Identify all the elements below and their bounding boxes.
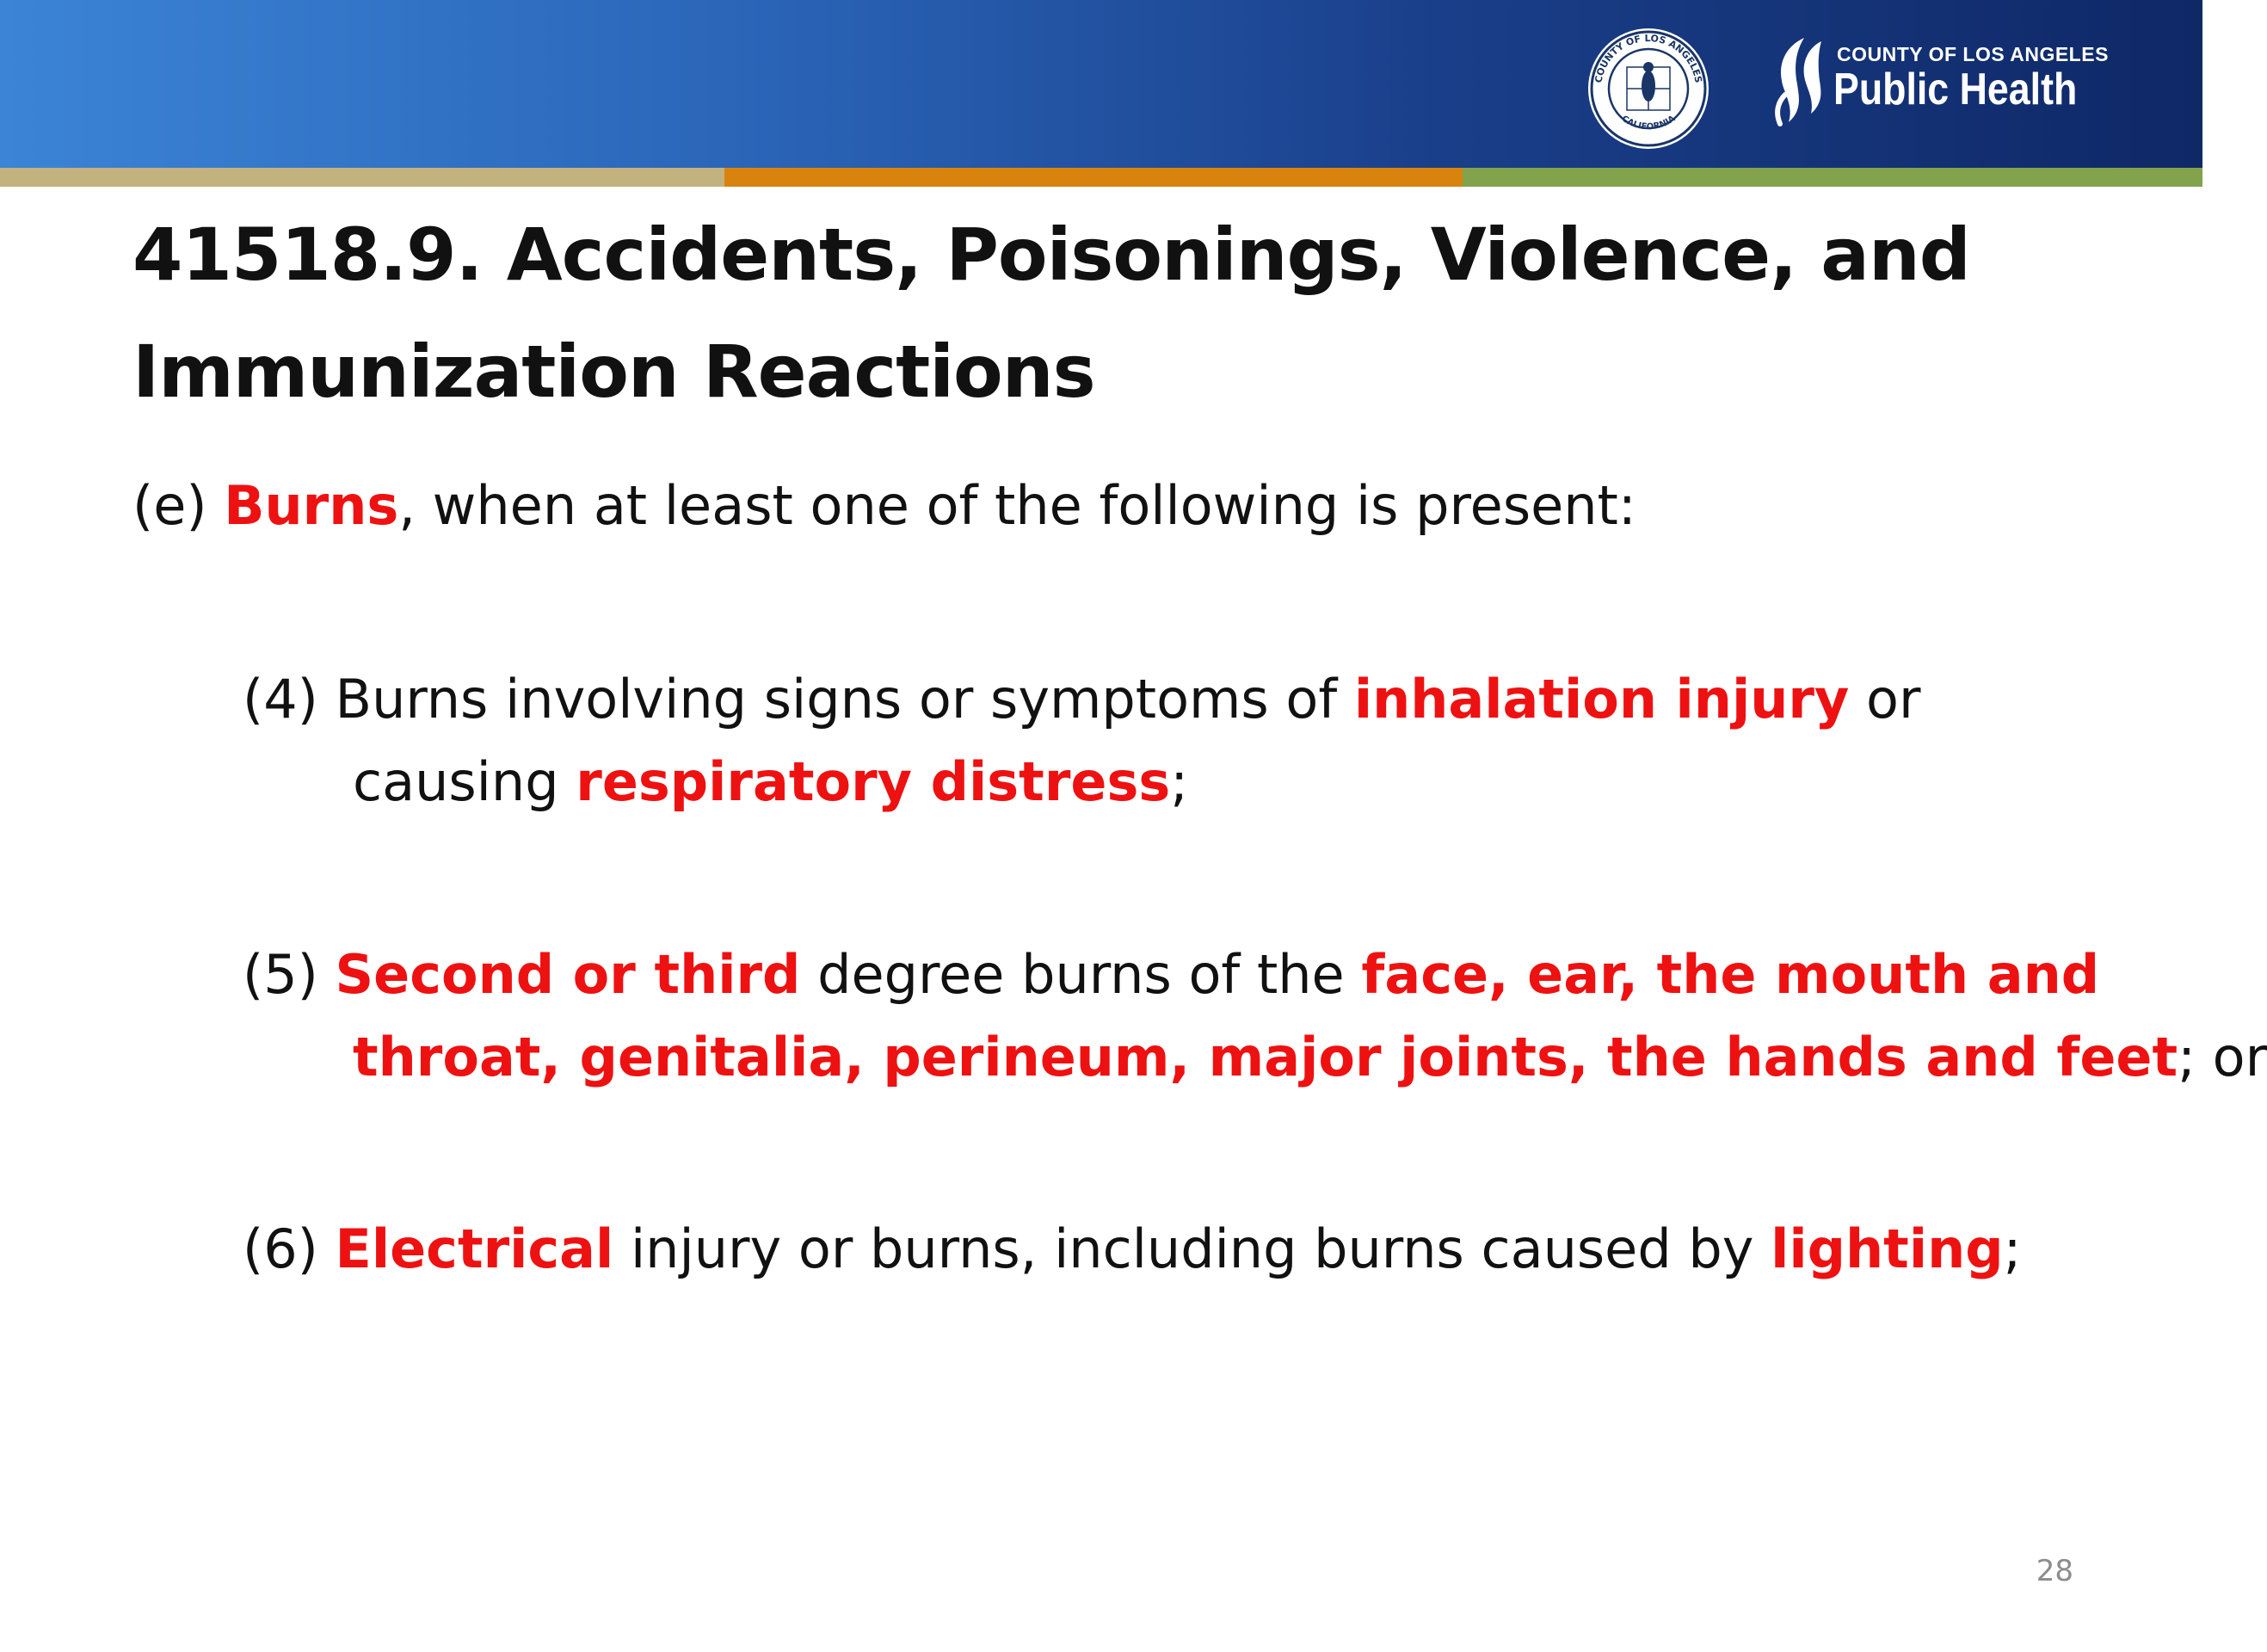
seal-top-text: COUNTY OF LOS ANGELES — [1592, 32, 1704, 84]
list-item — [243, 1208, 2153, 1291]
item-number: (4) — [243, 668, 336, 730]
item-text: causing — [353, 750, 576, 813]
item-text: or — [1849, 668, 1921, 730]
intro-prefix: (e) — [132, 474, 225, 537]
page-number: 28 — [2036, 1554, 2073, 1588]
item-highlight: throat, genitalia, perineum, major joints, the hands and feet — [353, 1026, 2178, 1088]
item-text: ; — [1170, 750, 1189, 813]
county-seal-icon — [1586, 26, 1711, 151]
item-highlight: inhalation injury — [1353, 668, 1850, 730]
item-number: (5) — [243, 943, 336, 1006]
accent-stripe-tan — [0, 168, 724, 187]
intro-highlight: Burns — [224, 474, 399, 537]
intro-suffix: , when at least one of the following is present: — [398, 474, 1636, 537]
item-text: ; or — [2178, 1026, 2267, 1088]
logo-county-text: COUNTY OF LOS ANGELES — [1837, 43, 2109, 65]
accent-stripe-green — [1463, 168, 2202, 187]
item-number: (6) — [243, 1217, 336, 1280]
public-health-logo — [1759, 28, 2109, 139]
item-highlight: respiratory distress — [576, 750, 1171, 813]
item-highlight: Electrical — [335, 1217, 614, 1280]
item-text: injury or burns, including burns caused by — [613, 1217, 1771, 1280]
accent-stripe-orange — [724, 168, 1463, 187]
item-text: Burns involving signs or symptoms of — [335, 668, 1354, 730]
item-text: degree burns of the — [800, 943, 1362, 1006]
list-item — [243, 934, 2267, 1099]
item-highlight: face, ear, the mouth and — [1361, 943, 2100, 1006]
item-highlight: Second or third — [335, 943, 801, 1006]
slide-title: 41518.9. Accidents, Poisonings, Violence, and Immunization Reactions — [132, 213, 1970, 414]
list-item — [243, 658, 2153, 823]
profile-faces-icon — [1759, 28, 1837, 139]
intro-line — [132, 472, 2111, 540]
item-highlight: lighting — [1771, 1217, 2004, 1280]
item-text: ; — [2003, 1217, 2022, 1280]
logo-name-text: Public Health — [1833, 65, 2078, 114]
seal-bottom-text: CALIFORNIA — [1619, 114, 1678, 133]
